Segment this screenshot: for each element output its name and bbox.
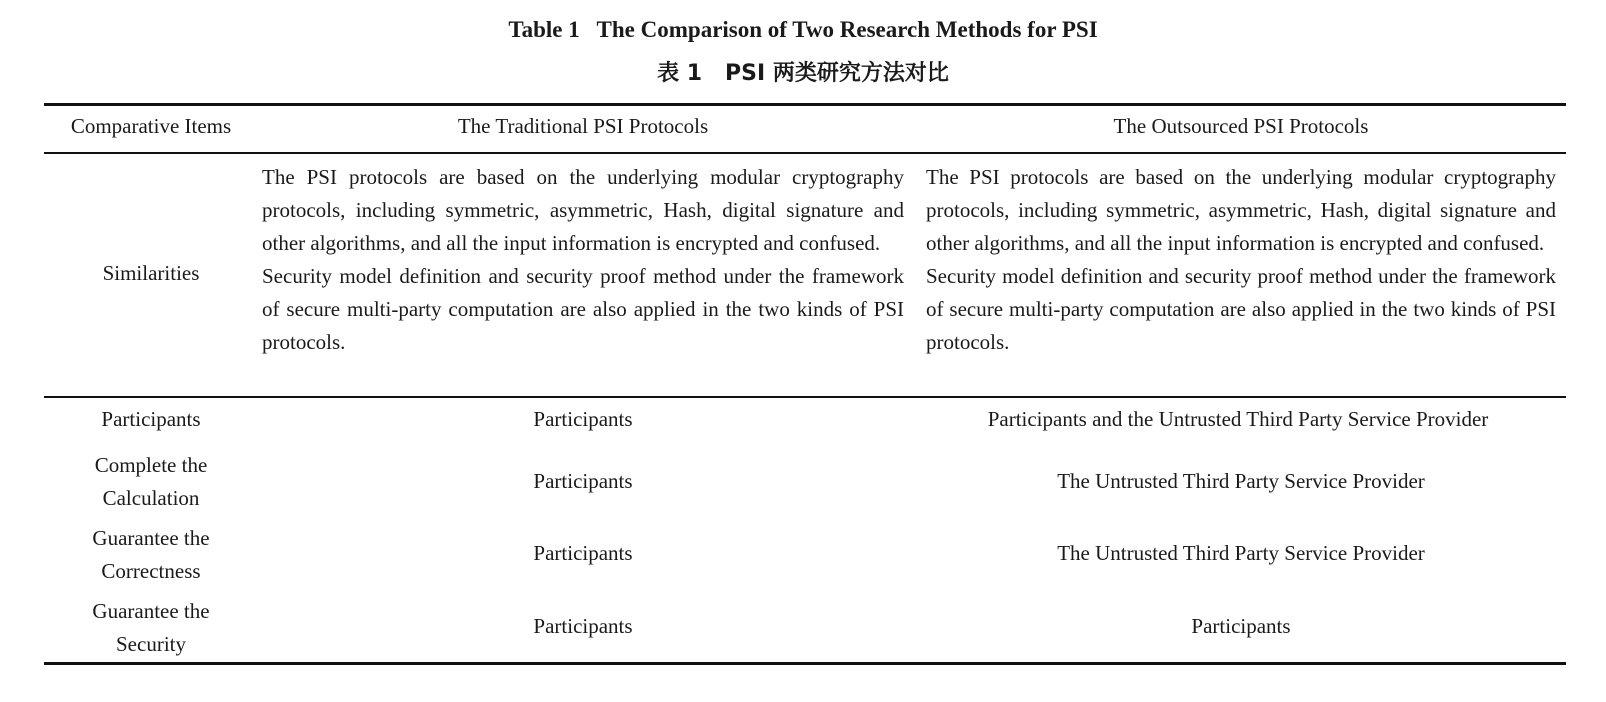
header-comparative-items: Comparative Items <box>70 114 232 138</box>
table-title-english: Table 1 The Comparison of Two Research Methods for PSI <box>508 17 1098 42</box>
row-correctness-item-line-1: Guarantee the <box>92 526 210 550</box>
row-security-item <box>44 595 258 661</box>
row-security-traditional: Participants <box>533 614 633 638</box>
row-security-item-line-2: Security <box>116 632 186 656</box>
header-outsourced-psi: The Outsourced PSI Protocols <box>1113 114 1369 138</box>
similarities-traditional-paragraph-1: The PSI protocols are based on the underlying modular cryptography protocols, including symmetric, asymmetric, Hash, digital signature and other algorithms, and all the input information is encrypted and confused. <box>262 165 904 255</box>
row-calculation-item-line-2: Calculation <box>102 486 200 510</box>
similarities-outsourced-paragraph-2: Security model definition and security proof method under the framework of secure multi-party computation are also applied in the two kinds of PSI protocols. <box>926 264 1556 354</box>
row-security-item-line-1: Guarantee the <box>92 599 210 623</box>
row-participants-outsourced: Participants and the Untrusted Third Party Service Provider <box>987 407 1489 431</box>
table-title-chinese: 表 1 PSI 两类研究方法对比 <box>657 61 949 86</box>
row-correctness-traditional: Participants <box>533 541 633 565</box>
similarities-traditional-cell <box>262 161 904 359</box>
row-participants-traditional: Participants <box>533 407 633 431</box>
row-calculation-outsourced: The Untrusted Third Party Service Provider <box>1057 469 1425 493</box>
similarities-outsourced-paragraph-1: The PSI protocols are based on the underlying modular cryptography protocols, including symmetric, asymmetric, Hash, digital signature and other algorithms, and all the input information is encrypted and confused. <box>926 165 1556 255</box>
row-participants-item: Participants <box>101 407 201 431</box>
row-calculation-item <box>44 449 258 515</box>
bottom-rule <box>44 662 1566 665</box>
similarities-label: Similarities <box>102 261 200 285</box>
similarities-rule <box>44 396 1566 398</box>
similarities-outsourced-cell <box>926 161 1556 359</box>
row-correctness-item <box>44 522 258 588</box>
similarities-traditional-paragraph-2: Security model definition and security proof method under the framework of secure multi-party computation are also applied in the two kinds of PSI protocols. <box>262 264 904 354</box>
row-calculation-traditional: Participants <box>533 469 633 493</box>
row-security-outsourced: Participants <box>1191 614 1291 638</box>
row-correctness-outsourced: The Untrusted Third Party Service Provider <box>1057 541 1425 565</box>
header-traditional-psi: The Traditional PSI Protocols <box>457 114 709 138</box>
row-correctness-item-line-2: Correctness <box>101 559 201 583</box>
row-calculation-item-line-1: Complete the <box>94 453 208 477</box>
top-rule <box>44 103 1566 106</box>
header-rule <box>44 152 1566 154</box>
